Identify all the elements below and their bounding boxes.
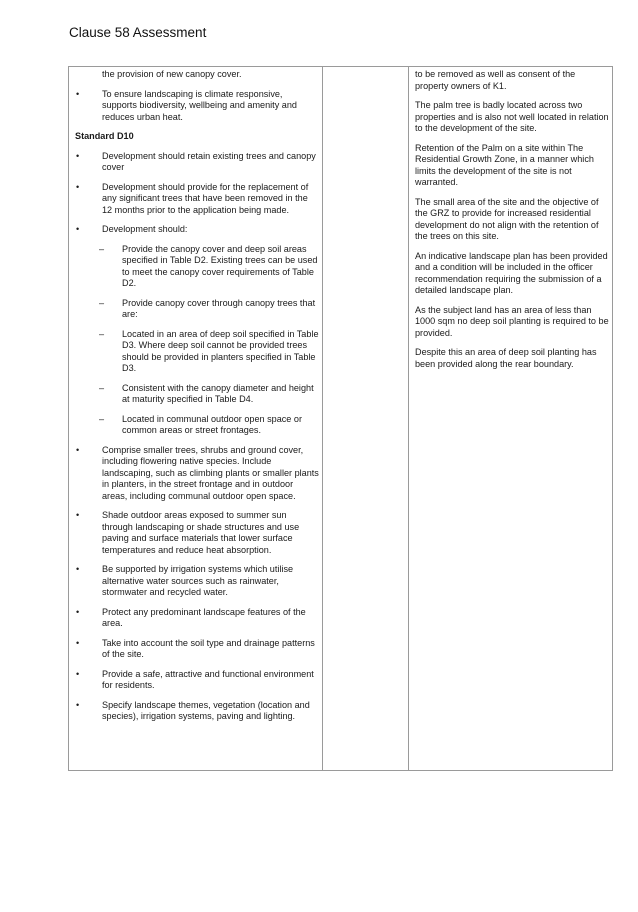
comment-paragraph: The small area of the site and the objective of the GRZ to provide for increased residential development do not align with the retention of the trees on this site. — [415, 196, 599, 241]
comment-paragraph: to be removed as well as consent of the property owners of K1. — [415, 69, 576, 91]
standard-bullet: • Development should retain existing trees and canopy cover — [102, 151, 319, 174]
standard-bullet: • Comprise smaller trees, shrubs and ground cover, including flowering native species. Include landscaping, such as climbing plants or smaller plants in planters, in the street frontage and in outdoor areas, including communal outdoor open space. — [102, 445, 319, 503]
standard-bullet: • Protect any predominant landscape features of the area. — [102, 607, 319, 630]
standard-heading: Standard D10 — [75, 131, 134, 141]
column-divider — [408, 67, 409, 770]
assessment-comments-column — [415, 69, 609, 378]
standard-bullet: • Be supported by irrigation systems which utilise alternative water sources such as rainwater, stormwater and recycled water. — [102, 564, 319, 599]
standard-column — [75, 69, 319, 731]
standard-bullet: • Development should: — [102, 224, 319, 236]
comment-paragraph: The palm tree is badly located across two properties and is also not well located in relation to the development of the site. — [415, 100, 609, 133]
standard-bullet: • Specify landscape themes, vegetation (location and species), irrigation systems, paving and lighting. — [102, 700, 319, 723]
page-header-title: Clause 58 Assessment — [69, 25, 207, 40]
continued-text: the provision of new canopy cover. — [102, 69, 242, 79]
standard-bullet: • Development should provide for the replacement of any significant trees that have been removed in the 12 months prior to the application being made. — [102, 182, 319, 217]
comment-paragraph: An indicative landscape plan has been provided and a condition will be included in the officer recommendation requiring the submission of a detailed landscape plan. — [415, 250, 608, 295]
column-divider — [322, 67, 323, 770]
comment-paragraph: Despite this an area of deep soil planting has been provided along the rear boundary. — [415, 347, 597, 369]
comment-paragraph: Retention of the Palm on a site within The Residential Growth Zone, in a manner which limits the development of the site is not warranted. — [415, 142, 594, 187]
standard-sub-item: – Located in communal outdoor open space or common areas or street frontages. — [122, 414, 319, 437]
standard-sub-item: – Located in an area of deep soil specified in Table D3. Where deep soil cannot be provided trees should be provided in planters specified in Table D3. — [122, 329, 319, 375]
standard-bullet: • Shade outdoor areas exposed to summer sun through landscaping or shade structures and use paving and surface materials that lower surface temperatures and reduce heat absorption. — [102, 510, 319, 556]
standard-bullet: • Provide a safe, attractive and functional environment for residents. — [102, 669, 319, 692]
comment-paragraph: As the subject land has an area of less than 1000 sqm no deep soil planting is required to be provided. — [415, 304, 609, 338]
assessment-table — [68, 66, 613, 771]
objective-bullet: • To ensure landscaping is climate responsive, supports biodiversity, wellbeing and amenity and reduces urban heat. — [102, 89, 319, 124]
standard-sub-item: – Provide canopy cover through canopy trees that are: — [122, 298, 319, 321]
standard-sub-item: – Provide the canopy cover and deep soil areas specified in Table D2. Existing trees can be used to meet the canopy cover requirements of Table D2. — [122, 244, 319, 290]
standard-bullet: • Take into account the soil type and drainage patterns of the site. — [102, 638, 319, 661]
standard-sub-item: – Consistent with the canopy diameter and height at maturity specified in Table D4. — [122, 383, 319, 406]
